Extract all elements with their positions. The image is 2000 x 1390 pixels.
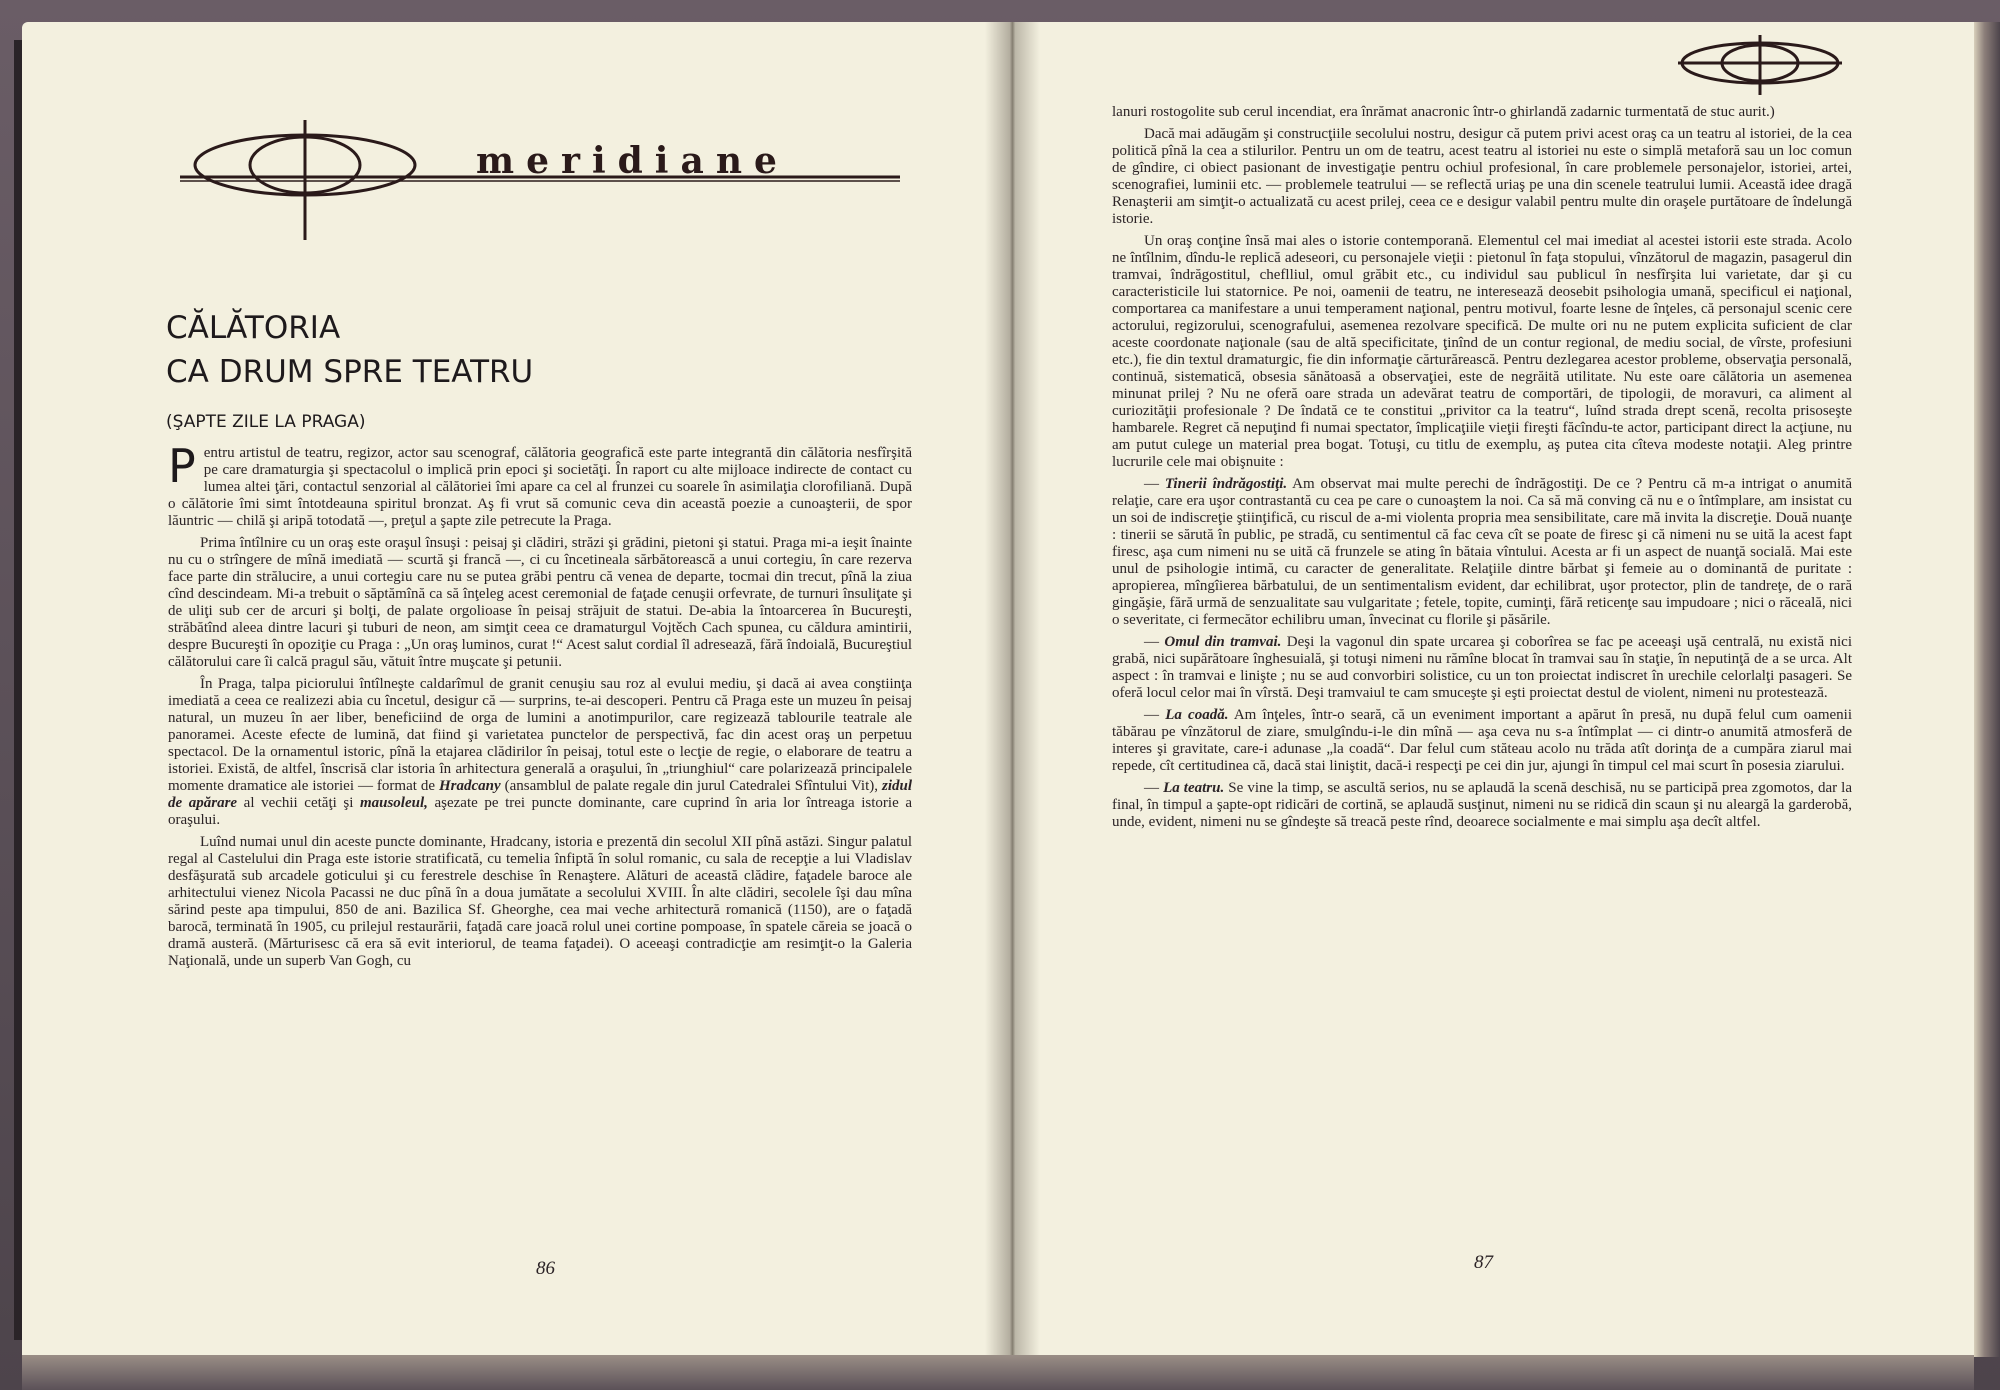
paragraph bbox=[1112, 634, 1852, 702]
paragraph-text: Se vine la timp, se ascultă serios, nu se aplaudă la scenă deschisă, nu se participă prea zgomotos, dar la final, în timpul a şapte-opt ridicări de cortină, se aplaudă susţinut, nimeni nu se ridică din scaun şi nu aleargă la garderobă, unde, evident, nimeni nu se gîndeşte să treacă peste rînd, deoarece socialmente e mai simplu aşa decît altfel. bbox=[1112, 780, 1853, 830]
paragraph bbox=[1112, 476, 1852, 629]
page-stack-edge bbox=[1974, 22, 2000, 1357]
paragraph-text: (ansamblul de palate regale din jurul Catedralei Sfîntului Vit), bbox=[500, 778, 882, 794]
drop-cap: P bbox=[168, 439, 196, 493]
subsection-title: La teatru. bbox=[1163, 780, 1225, 796]
article-title-line1: CĂLĂTORIA bbox=[166, 310, 341, 346]
paragraph bbox=[1112, 780, 1852, 831]
paragraph: Prima întîlnire cu un oraş este oraşul însuşi : peisaj şi clădiri, străzi şi grădini, pietoni şi statui. Praga mi-a ieşit înainte nu cu o strîngere de mînă imediată — scurtă şi francă —, ci cu încetineala sărbătorească a unui cortegiu, în care rezerva face parte din strălucire, a unui cortegiu care nu se putea grăbi pentru că venea de departe, tocmai din trecut, pînă la ziua cînd descindeam. Mi-a trebuit o săptămînă ca să înţeleg acest ceremonial de faţade cenuşii orfevrate, de turnuri însuliţate şi de uliţi sub cer de arcuri şi bolţi, de palate orgolioase în peisaj străjuit de statui. De-abia la întoarcerea în Bucureşti, străbătînd aleea dintre lacuri şi tuburi de neon, am simţit ceea ce dramaturgul Vojtěch Cach spunea, cu căldura amintirii, despre Bucureşti în opoziţie cu Praga : „Un oraş luminos, curat !“ Acest salut cordial îl adresează, fără îndoială, Bucureştiul călătorului care îi calcă pragul său, vătuit între muşcate şi petunii. bbox=[168, 535, 912, 670]
subsection-title: La coadă. bbox=[1165, 707, 1229, 723]
article-title-line2: CA DRUM SPRE TEATRU bbox=[166, 354, 534, 390]
subsection-title: Omul din tramvai. bbox=[1164, 634, 1282, 650]
globe-logo-icon bbox=[1670, 30, 1850, 100]
paragraph: Luînd numai unul din aceste puncte dominante, Hradcany, istoria e prezentă din secolul XII pînă astăzi. Singur palatul regal al Castelului din Praga este istorie stratificată, cu temelia înfiptă în solul romanic, cu sala de recepţie a lui Vladislav desfăşurată sub arcadele goticului şi cu ferestrele deschise în Renaştere. Alături de această clădire, faţadele baroce ale arhitectului vienez Nicola Pacassi ne duc pînă în a doua jumătate a secolului XVIII. În alte clădiri, secolele îşi dau mîna sărind peste apa timpului, 850 de ani. Bazilica Sf. Gheorghe, cea mai veche arhitectură romanică (1150), are o faţadă barocă, terminată în 1905, cu prilejul restaurării, faţadă care joacă rolul unei cortine pompoase, în spatele căreia se joacă o dramă austeră. (Mărturisesc că era să evit interiorul, de teama faţadei). O aceeaşi contradicţie am resimţit-o la Galeria Naţională, unde un superb Van Gogh, cu bbox=[168, 834, 912, 969]
emphasis-text: zidul de apărare bbox=[168, 778, 912, 811]
left-body-text bbox=[168, 439, 912, 970]
section-header: meridiane bbox=[476, 140, 789, 182]
paragraph-text: Deşi la vagonul din spate urcarea şi coborîrea se fac pe aceeaşi uşă centrală, nu există nici grabă, nici supărătoare înghesuială, şi totuşi nimeni nu rămîne blocat în tramvai sau în staţie, în neputinţă de a se urca. Alt aspect : în tramvai e linişte ; nu se aud convorbiri solistice, cu un ton proiectat indiscret în urechile celorlalţi pasageri. Se oferă locul celor mai în vîrstă. Deşi tramvaiul te cam smuceşte şi eşti proiectat destul de violent, nimeni nu protestează. bbox=[1112, 634, 1852, 701]
page-number: 87 bbox=[1474, 1252, 1493, 1273]
paragraph: Un oraş conţine însă mai ales o istorie contemporană. Elementul cel mai imediat al acestei istorii este strada. Acolo ne întîlnim, dîndu-le replică adeseori, cu personajele vieţii : pietonul în faţa stopului, vînzătorul de magazin, pasagerul din tramvai, îndrăgostitul, cheflliul, omul grăbit etc., cu individul sau publicul în nesfîrşita lui varietate, dar şi cu caracteristicile lui statornice. Pe noi, oamenii de teatru, ne interesează deosebit psihologia umană, specificul ei naţional, comportarea ca manifestare a unui temperament naţional, pentru motivul, foarte lesne de înţeles, că personajul scenic cere actorului, regizorului, scenografului, asemenea rezolvare specifică. De multe ori nu ne putem explicita suficient de clar aceste coordonate naţionale (sau de altă specificitate, ţinînd de un contur regional, de mediu social, de vîrste, profesiuni etc.), fie din textul dramaturgic, fie din informaţie cărturărească. Pentru dezlegarea acestor probleme, observaţia personală, continuă, sistematică, obsesia sănătoasă a observaţiei, este de negrăită utilitate. Nu este oare călătoria un asemenea minunat prilej ? Nu ne oferă oare strada un adevărat teatru de comportări, de tipologii, de moravuri, ca aliment al curiozităţii profesionale ? De îndată ce te constitui „privitor ca la teatru“, luînd strada drept scenă, recolta prisoseşte hambarele. Regret că nepuţind fi numai spectator, împlicaţiile vieţii fireşti făcîndu-te actor, participant direct la acţiune, nu am putut culege un material prea bogat. Totuşi, cu titlu de exemplu, aş putea cita cîteva modeste notaţii. Aleg printre lucrurile cele mai obişnuite : bbox=[1112, 233, 1852, 470]
paragraph-text: În Praga, talpa piciorului întîlneşte caldarîmul de granit cenuşiu sau roz al evului mediu, şi dacă ai avea conştiinţa imediată a ceea ce realizezi abia cu încetul, desigur că — surprins, te-ai descoperi. Pentru că Praga este un muzeu în peisaj natural, un muzeu în aer liber, beneficiind de orga de lumini a anotimpurilor, care regizează tablourile teatrale ale panoramei. Aceste efecte de lumină, dat fiind şi varietatea punctelor de perspectivă, fac din acest oraş un perpetuu spectacol. De la ornamentul istoric, pînă la etajarea clădirilor în peisaj, totul este o lecţie de regie, o elaborare de teatru a istoriei. Există, de altfel, înscrisă clar istoria în arhitectura generală a oraşului, în „triunghiul“ care polarizează principalele momente dramatice ale istoriei — format de bbox=[168, 676, 912, 794]
emphasis-text: Hradcany bbox=[439, 778, 501, 794]
article-title-block bbox=[166, 306, 533, 436]
book-gutter bbox=[985, 22, 1040, 1357]
paragraph bbox=[168, 439, 912, 530]
dash: — bbox=[1144, 634, 1165, 650]
paragraph-text: al vechii cetăţi şi bbox=[237, 795, 360, 811]
emphasis-text: mausoleul, bbox=[359, 795, 428, 811]
paragraph: Dacă mai adăugăm şi construcţiile secolului nostru, desigur că putem privi acest oraş ca un teatru al istoriei, de la cea politică pînă la cea a stilurilor. Pentru un om de teatru, acest teatru al istoriei nu este o simplă metaforă sau un loc comun de gîndire, ci obiect pasionant de investigaţie pentru ochiul profesional, în care problemele personajelor, istoriei, artei, scenografiei, luminii etc. — problemele teatrului — se reflectă uriaş pe una din scenele teatrului lumii. Această idee dragă Renaşterii am simţit-o actualizată cu acest prilej, ceea ce e desigur valabil pentru multe din oraşele purtătoare de îndelungă istorie. bbox=[1112, 126, 1852, 227]
paragraph-text: aşezate pe trei puncte dominante, care cuprind în aria lor întreaga istorie a oraşului. bbox=[168, 795, 912, 828]
paragraph bbox=[1112, 707, 1852, 775]
paragraph-text: Am observat mai multe perechi de îndrăgostiţi. De ce ? Pentru că m-a intrigat o anumită relaţie, care era uşor contrastantă cu cea pe care o cunoaştem la noi. Ca să mă conving că nu e o întîmplare, am insistat cu un soi de indiscreţie ştiinţifică, cu riscul de a-mi violenta propria mea sensibilitate, care mă invita la discreţie. Două nuanţe : tinerii se sărută în public, pe stradă, cu sentimentul că fac ceva cît se poate de firesc şi că nimeni nu se uită la acest fapt firesc, aşa cum nimeni nu se uită că frunzele se ating în bătaia vîntului. Acesta ar fi un aspect de nuanţă socială. Mai este unul de psihologie intimă, cu caracter de generalitate. Relaţiile dintre bărbat şi femeie au o dominantă de puritate : apropierea, mîngîierea bărbatului, de un sentimentalism evident, dar echilibrat, uşor protector, plin de tandreţe, de o rară gingăşie, fără urmă de senzualitate sau vulgaritate ; fetele, topite, cuminţi, fără reticenţe sau impudoare ; nici o răceală, nici o severitate, ci fermecător echilibru uman, învecinat cu florile şi păsările. bbox=[1112, 476, 1852, 628]
page-number: 86 bbox=[536, 1258, 555, 1279]
paragraph-text: Am înţeles, într-o seară, că un eveniment important a apărut în presă, nu după felul cum oamenii tăbărau pe vînzătorul de ziare, smulgîndu-i-le din mînă — aşa ceva nu s-a întîmplat — ci dintr-o anumită atmosferă de interes şi gravitate, care-i adunase „la coadă“. Dar felul cum stăteau acolo nu trăda atît dorinţa de a cumpăra ziarul mai repede, cît certitudinea că, dacă stai liniştit, dacă-i respecţi pe cei din jur, ajungi în timpul cel mai scurt în posesia ziarului. bbox=[1112, 707, 1853, 774]
paragraph bbox=[168, 676, 912, 829]
paragraph-text: entru artistul de teatru, regizor, actor sau scenograf, călătoria geografică este parte integrantă din călătoria nesfîrşită pe care dramaturgia şi spectacolul o implică prin epoci şi societăţi. În raport cu alte mijloace indirecte de contact cu lumea altei ţări, contactul senzorial al călătoriei îmi apare ca cel al frunzei cu soarele în asimilaţia clorofiliană. După o călătorie îmi simt întotdeauna spiritul bronzat. Aş fi vrut să comunic ceva din această poezie a cunoaşterii, de spor lăuntric — chilă şi aripă totodată —, preţul a şapte zile petrecute la Praga. bbox=[168, 445, 912, 529]
dash: — bbox=[1144, 780, 1164, 796]
paragraph: lanuri rostogolite sub cerul incendiat, era înrămat anacronic într-o ghirlandă zadarnic turmentată de stuc aurit.) bbox=[1112, 104, 1775, 120]
subsection-title: Tinerii îndrăgostiţi. bbox=[1164, 476, 1288, 492]
page-bottom-edge bbox=[22, 1355, 1974, 1390]
right-body-text bbox=[1112, 104, 1852, 831]
article-subtitle: (ŞAPTE ZILE LA PRAGA) bbox=[166, 412, 366, 432]
dash: — bbox=[1144, 707, 1166, 723]
dash: — bbox=[1144, 476, 1165, 492]
